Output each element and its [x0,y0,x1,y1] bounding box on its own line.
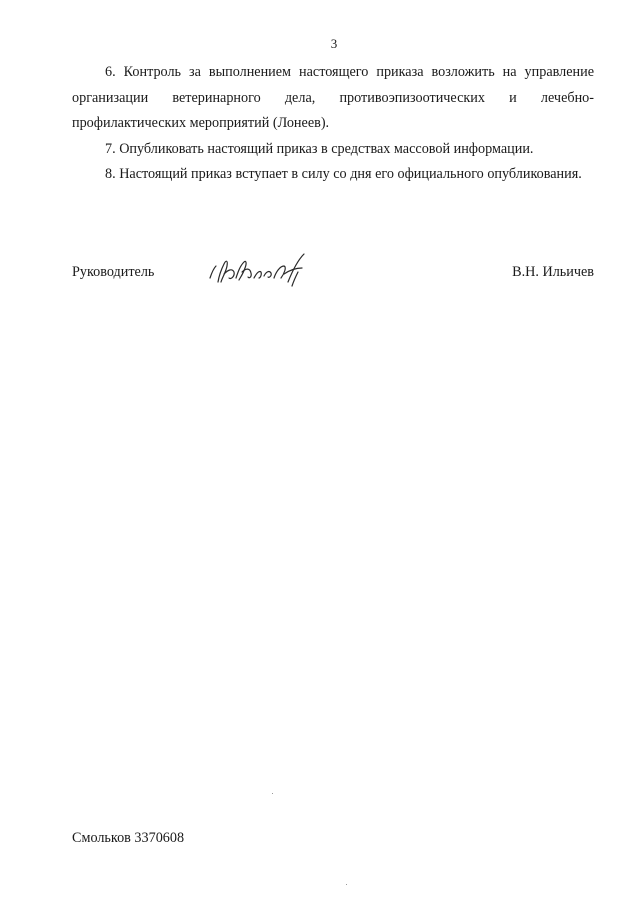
handwritten-signature [204,248,314,292]
document-body [72,60,594,188]
signatory-title: Руководитель [72,264,155,280]
paragraph-7: 7. Опубликовать настоящий приказ в средствах массовой информации. [105,140,534,157]
page-number: 3 [330,36,338,51]
executor-footer: Смольков 3370608 [72,830,185,846]
paragraph-6: 6. Контроль за выполнением настоящего приказа возложить на управление организации ветеринарного дела, противоэпизоотических и лечебно-профилактических мероприятий (Лонеев). [72,64,594,131]
signature-block [72,252,594,292]
scan-artifact [346,884,347,885]
paragraph-8: 8. Настоящий приказ вступает в силу со дня его официального опубликования. [105,166,582,182]
signatory-name: В.Н. Ильичев [512,264,594,280]
scan-artifact [272,793,273,794]
